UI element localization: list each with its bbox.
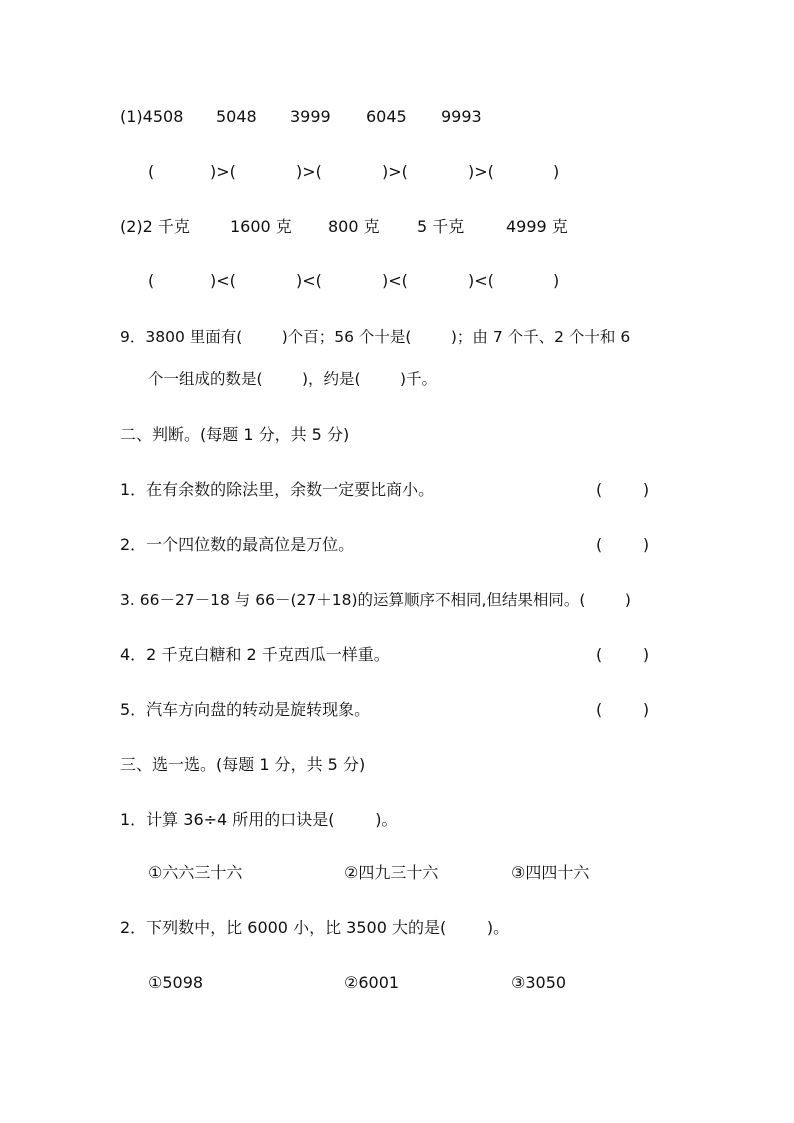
- q8-2-num: 800 克: [328, 217, 380, 236]
- judge-item-1: 1．在有余数的除法里，余数一定要比商小。: [120, 480, 435, 499]
- q8-1-answer-paren[interactable]: )>(: [296, 162, 322, 181]
- choice-q2-option-3[interactable]: ③3050: [511, 973, 567, 992]
- q8-1-answer-paren[interactable]: (: [148, 162, 155, 181]
- judge-answer-1[interactable]: ( ): [596, 480, 650, 499]
- judge-item-5: 5．汽车方向盘的转动是旋转现象。: [120, 700, 371, 719]
- q8-2-answer-paren[interactable]: )<(: [382, 271, 408, 290]
- judge-answer-4[interactable]: ( ): [596, 645, 650, 664]
- q8-2-num: 5 千克: [417, 217, 465, 236]
- section3-title: 三、选一选。(每题 1 分，共 5 分): [120, 755, 366, 774]
- q8-2-label: (2)2 千克: [120, 217, 190, 236]
- q8-2-answer-paren[interactable]: (: [148, 271, 155, 290]
- q8-1-answer-paren[interactable]: )>(: [382, 162, 408, 181]
- q8-2-num: 1600 克: [230, 217, 292, 236]
- judge-item-3: 3. 66－27－18 与 66－(27＋18)的运算顺序不相同,但结果相同。( ): [120, 591, 631, 609]
- q8-1-num: 3999: [290, 107, 331, 126]
- q8-2-answer-paren[interactable]: ): [553, 271, 560, 290]
- q9-line2: 个一组成的数是( )，约是( )千。: [148, 370, 438, 388]
- q8-2-answer-paren[interactable]: )<(: [468, 271, 494, 290]
- choice-q2-option-1[interactable]: ①5098: [148, 973, 204, 992]
- judge-item-4: 4．2 千克白糖和 2 千克西瓜一样重。: [120, 645, 390, 664]
- q8-2-answer-paren[interactable]: )<(: [296, 271, 322, 290]
- section2-title: 二、判断。(每题 1 分，共 5 分): [120, 425, 350, 444]
- q8-1-answer-paren[interactable]: ): [553, 162, 560, 181]
- choice-q1-option-3[interactable]: ③四四十六: [511, 863, 590, 882]
- choice-q1-option-1[interactable]: ①六六三十六: [148, 863, 243, 882]
- judge-item-2: 2．一个四位数的最高位是万位。: [120, 535, 355, 554]
- q8-1-num: 6045: [366, 107, 407, 126]
- judge-answer-2[interactable]: ( ): [596, 535, 650, 554]
- choice-q2-option-2[interactable]: ②6001: [344, 973, 400, 992]
- judge-answer-5[interactable]: ( ): [596, 700, 650, 719]
- q8-1-num: 5048: [216, 107, 257, 126]
- q9-line1: 9．3800 里面有( )个百；56 个十是( )；由 7 个千、2 个十和 6: [120, 328, 631, 346]
- q8-1-answer-paren[interactable]: )>(: [210, 162, 236, 181]
- q8-2-num: 4999 克: [506, 217, 568, 236]
- q8-2-answer-paren[interactable]: )<(: [210, 271, 236, 290]
- choice-q2: 2．下列数中，比 6000 小，比 3500 大的是( )。: [120, 918, 510, 937]
- q8-1-num: 9993: [441, 107, 482, 126]
- choice-q1-option-2[interactable]: ②四九三十六: [344, 863, 439, 882]
- q8-1-label: (1)4508: [120, 107, 184, 126]
- q8-1-answer-paren[interactable]: )>(: [468, 162, 494, 181]
- choice-q1: 1．计算 36÷4 所用的口诀是( )。: [120, 810, 398, 829]
